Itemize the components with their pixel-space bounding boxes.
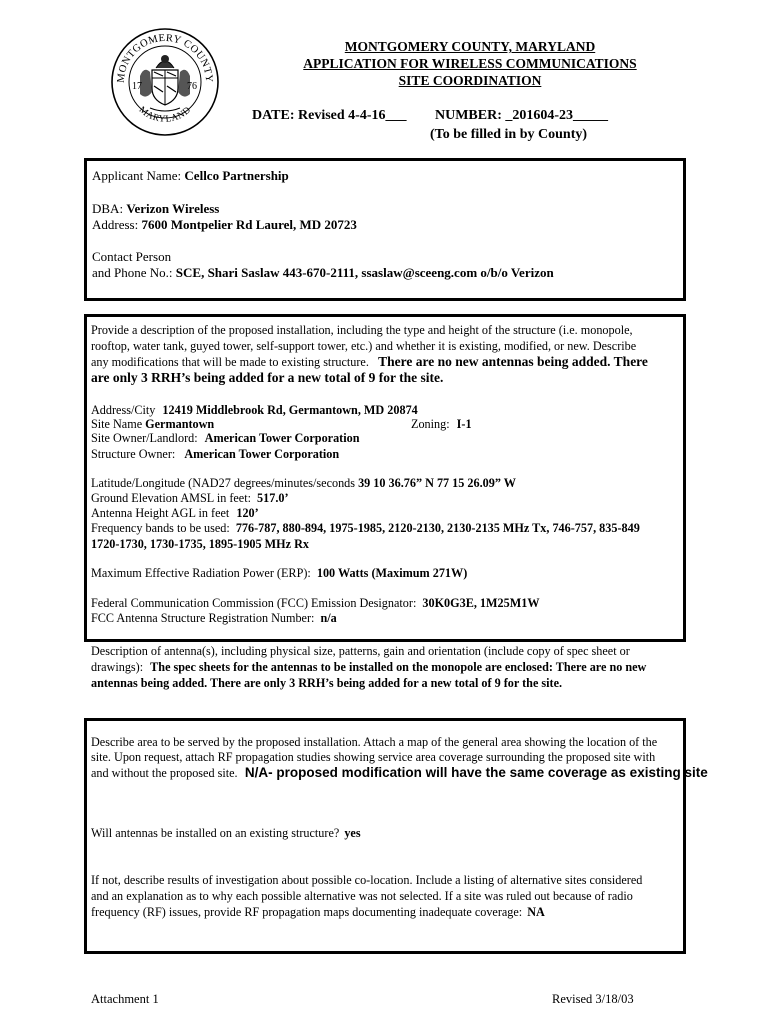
antenna-height-row bbox=[91, 505, 259, 521]
contact-value: SCE, Shari Saslaw 443-670-2111, ssaslaw@sceeng.com o/b/o Verizon bbox=[175, 265, 554, 280]
contact-label-1: Contact Person bbox=[92, 249, 172, 264]
area-desc-line3: and without the proposed site. bbox=[91, 766, 238, 780]
antenna-desc-value-a: The spec sheets for the antennas to be installed on the monopole are enclosed: There are no new bbox=[150, 660, 647, 674]
colocation-answer: NA bbox=[527, 905, 545, 919]
antenna-desc-label: drawings): bbox=[91, 660, 144, 674]
applicant-name-value: Cellco Partnership bbox=[184, 168, 289, 183]
antenna-height-label: Antenna Height AGL in feet bbox=[91, 506, 230, 520]
installation-answer-a: There are no new antennas being added. There bbox=[378, 354, 648, 369]
fcc-emission-label: Federal Communication Commission (FCC) Emission Designator: bbox=[91, 596, 417, 610]
zoning-value: I-1 bbox=[456, 417, 472, 431]
zoning-row bbox=[411, 416, 472, 432]
fcc-emission-row bbox=[91, 595, 540, 611]
zoning-label: Zoning: bbox=[411, 417, 450, 431]
seal-top-text: MONTGOMERY COUNTY bbox=[115, 32, 215, 84]
latlong-row bbox=[91, 475, 516, 491]
erp-label: Maximum Effective Radiation Power (ERP): bbox=[91, 566, 311, 580]
applicant-name-row bbox=[92, 168, 289, 184]
colocation-line3: frequency (RF) issues, provide RF propagation maps documenting inadequate coverage: bbox=[91, 905, 523, 919]
header-title-line3: SITE COORDINATION bbox=[398, 73, 542, 88]
area-desc-line3-row bbox=[91, 765, 708, 781]
elevation-label: Ground Elevation AMSL in feet: bbox=[91, 491, 251, 505]
frequency-value-a: 776-787, 880-894, 1975-1985, 2120-2130, 2130-2135 MHz Tx, 746-757, 835-849 bbox=[235, 521, 640, 535]
header-number: NUMBER: _201604-23_____ bbox=[435, 108, 609, 123]
frequency-label: Frequency bands to be used: bbox=[91, 521, 230, 535]
footer-revised: Revised 3/18/03 bbox=[552, 992, 634, 1006]
svg-text:MARYLAND bbox=[137, 105, 194, 125]
structure-owner-label: Structure Owner: bbox=[91, 447, 176, 461]
site-address-value: 12419 Middlebrook Rd, Germantown, MD 20874 bbox=[162, 403, 418, 417]
structure-owner-row bbox=[91, 446, 339, 462]
installation-answer-b: are only 3 RRH’s being added for a new total of 9 for the site. bbox=[91, 370, 444, 385]
colocation-line2: and an explanation as to why each possible alternative was not selected. If a site was ruled out because of radio bbox=[91, 889, 633, 903]
area-answer: N/A- proposed modification will have the same coverage as existing site bbox=[244, 765, 708, 780]
asr-row bbox=[91, 610, 337, 626]
existing-structure-question: Will antennas be installed on an existing structure? bbox=[91, 826, 340, 840]
site-owner-row bbox=[91, 430, 359, 446]
site-name-label: Site Name bbox=[91, 417, 143, 431]
applicant-address-value: 7600 Montpelier Rd Laurel, MD 20723 bbox=[141, 217, 357, 232]
installation-desc-line1: Provide a description of the proposed installation, including the type and height of the structure (i.e. monopole, bbox=[91, 323, 633, 337]
area-desc-line2: site. Upon request, attach RF propagation studies showing service area coverage surrounding the proposed site with bbox=[91, 750, 656, 764]
site-owner-value: American Tower Corporation bbox=[204, 431, 360, 445]
header-title-line1: MONTGOMERY COUNTY, MARYLAND bbox=[344, 39, 596, 54]
existing-structure-answer: yes bbox=[344, 826, 361, 840]
frequency-value-b: 1720-1730, 1730-1735, 1895-1905 MHz Rx bbox=[91, 537, 309, 551]
latlong-value: 39 10 36.76” N 77 15 26.09” W bbox=[358, 476, 516, 490]
county-seal bbox=[110, 26, 220, 138]
header-filled-note: (To be filled in by County) bbox=[430, 127, 588, 142]
asr-label: FCC Antenna Structure Registration Number: bbox=[91, 611, 315, 625]
applicant-address-label: Address: bbox=[92, 217, 139, 232]
existing-structure-row bbox=[91, 825, 361, 841]
installation-desc-line2: rooftop, water tank, guyed tower, self-support tower, etc.) and whether it is existing, modified, or new. Describe bbox=[91, 339, 637, 353]
installation-desc-line3: any modifications that will be made to existing structure. bbox=[91, 355, 369, 369]
installation-desc-line3-row bbox=[91, 354, 648, 370]
latlong-label: Latitude/Longitude (NAD27 degrees/minutes/seconds bbox=[91, 476, 356, 490]
colocation-line3-row bbox=[91, 904, 545, 920]
contact-row bbox=[92, 265, 554, 281]
antenna-height-value: 120’ bbox=[236, 506, 259, 520]
seal-year-right: 76 bbox=[187, 81, 197, 92]
erp-value: 100 Watts (Maximum 271W) bbox=[316, 566, 468, 580]
header-title-line2: APPLICATION FOR WIRELESS COMMUNICATIONS bbox=[303, 56, 637, 71]
applicant-name-label: Applicant Name: bbox=[92, 168, 182, 183]
header-date: DATE: Revised 4-4-16___ bbox=[252, 108, 407, 123]
antenna-desc-line1: Description of antenna(s), including physical size, patterns, gain and orientation (include copy of spec sheet or bbox=[91, 644, 630, 658]
elevation-value: 517.0’ bbox=[257, 491, 289, 505]
county-seal-graphic bbox=[110, 26, 220, 138]
dba-value: Verizon Wireless bbox=[126, 201, 220, 216]
applicant-address-row bbox=[92, 217, 357, 233]
fcc-emission-value: 30K0G3E, 1M25M1W bbox=[422, 596, 540, 610]
colocation-line1: If not, describe results of investigation about possible co-location. Include a listing of alternative sites considered bbox=[91, 873, 643, 887]
site-owner-label: Site Owner/Landlord: bbox=[91, 431, 198, 445]
seal-bottom-text: MARYLAND bbox=[136, 105, 194, 125]
structure-owner-value: American Tower Corporation bbox=[184, 447, 340, 461]
contact-label-2: and Phone No.: bbox=[92, 265, 173, 280]
site-name-value: Germantown bbox=[145, 417, 215, 431]
footer-attachment: Attachment 1 bbox=[91, 992, 159, 1006]
area-desc-line1: Describe area to be served by the proposed installation. Attach a map of the general area showing the location of the bbox=[91, 735, 658, 749]
asr-value: n/a bbox=[320, 611, 337, 625]
antenna-desc-row2 bbox=[91, 659, 646, 675]
erp-row bbox=[91, 565, 467, 581]
seal-year-left: 17 bbox=[132, 81, 142, 92]
antenna-desc-value-b: antennas being added. There are only 3 RRH’s being added for a new total of 9 for the site. bbox=[91, 676, 563, 690]
dba-label: DBA: bbox=[92, 201, 124, 216]
elevation-row bbox=[91, 490, 289, 506]
frequency-row bbox=[91, 520, 640, 536]
dba-row bbox=[92, 201, 219, 217]
site-address-label: Address/City bbox=[91, 403, 156, 417]
